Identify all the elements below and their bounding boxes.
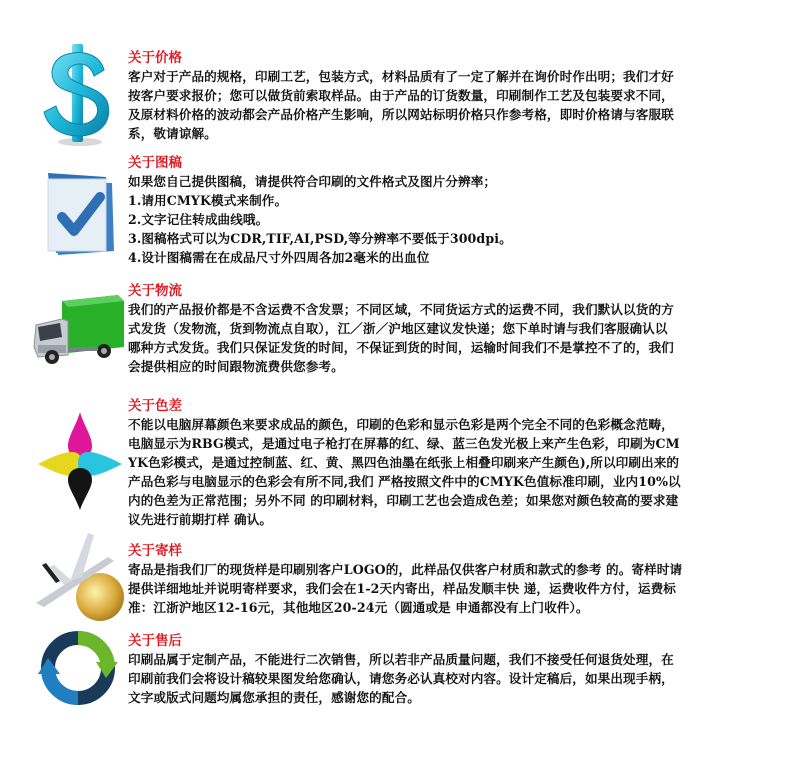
body-line: 哪种方式发货。我们只保证发货的时间，不保证到货的时间，运输时间我们不是掌控不了的，我们 (128, 340, 674, 355)
section-title: 关于寄样 (128, 543, 182, 559)
body-line: 不能以电脑屏幕颜色来要求成品的颜色，印刷的色彩和显示色彩是两个完全不同的色彩概念范畴， (128, 417, 674, 432)
body-line: 内的色差为正常范围；另外不同 的印刷材料，印刷工艺也会造成色差；如果您对颜色较高的要求建 (128, 493, 679, 508)
section-color-difference-text (128, 398, 768, 529)
body-line: 会提供相应的时间跟物流费供您参考。 (128, 359, 344, 374)
section-title: 关于色差 (128, 398, 182, 414)
body-line: 印刷前我们会将设计稿较果图发给您确认，请您务必认真校对内容。设计定稿后，如果出现手柄， (128, 671, 674, 686)
body-line: 系，敬请谅解。 (128, 126, 217, 141)
body-line: 产品色彩与电脑显示的色彩会有所不同,我们 严格按照文件中的CMYK色值标准印刷，业内10%以 (128, 474, 681, 489)
body-line: 我们的产品报价都是不含运费不含发票；不同区域，不同货运方式的运费不同，我们默认以货的方 (128, 302, 674, 317)
dollar-sign-icon (38, 40, 118, 150)
body-line: 及原材料价格的波动都会产品价格产生影响，所以网站标明价格只作参考格，即时价格请与客服联 (128, 107, 674, 122)
body-line: 如果您自己提供图稿，请提供符合印刷的文件格式及图片分辨率； (128, 174, 497, 189)
body-line: 按客户要求报价；您可以做货前索取样品。由于产品的订货数量，印刷制作工艺及包装要求不同， (128, 88, 674, 103)
body-line: 3.图稿格式可以为CDR,TIF,AI,PSD,等分辨率不要低于300dpi。 (128, 231, 512, 246)
body-line: YK色彩模式，是通过控制蓝、红、黄、黑四色油墨在纸张上相叠印刷来产生颜色),所以印刷出来的 (128, 455, 680, 470)
refresh-arrows-icon (38, 628, 118, 708)
section-samples-text (128, 543, 768, 617)
body-line: 客户对于产品的规格，印刷工艺，包装方式，材料品质有了一定了解并在询价时作出明；我们才好 (128, 69, 674, 84)
section-artwork-text (128, 155, 768, 267)
section-price-text (128, 50, 768, 143)
airplane-globe-icon (30, 523, 130, 623)
section-after-sales-text (128, 633, 768, 707)
body-line: 4.设计图稿需在在成品尺寸外四周各加2毫米的出血位 (128, 250, 430, 265)
body-line: 1.请用CMYK模式来制作。 (128, 193, 288, 208)
body-line: 准：江浙沪地区12-16元，其他地区20-24元（圆通或是 申通都没有上门收件）。 (128, 600, 589, 615)
section-logistics-text (128, 283, 768, 376)
body-line: 议先进行前期打样 确认。 (128, 512, 273, 527)
delivery-truck-icon (32, 291, 127, 371)
body-line: 电脑显示为RBG模式，是通过电子枪打在屏幕的红、绿、蓝三色发光极上来产生色彩，印刷为CM (128, 436, 680, 451)
body-line: 文字或版式问题均属您承担的责任，感谢您的配合。 (128, 690, 420, 705)
section-title: 关于物流 (128, 283, 182, 299)
body-line: 式发货（发物流，货到物流点自取），江／浙／沪地区建议发快递；您下单时请与我们客服确认以 (128, 321, 668, 336)
body-line: 2.文字记住转成曲线哦。 (128, 212, 269, 227)
body-line: 印刷品属于定制产品，不能进行二次销售，所以若非产品质量问题，我们不接受任何退货处理，在 (128, 652, 674, 667)
body-line: 寄品是指我们厂的现货样是印刷别客户LOGO的，此样品仅供客户材质和款式的参考 的。寄样时请 (128, 562, 683, 577)
body-line: 提供详细地址并说明寄样要求，我们会在1-2天内寄出，样品发顺丰快 递，运费收件方付，运费标 (128, 581, 676, 596)
section-title: 关于图稿 (128, 155, 182, 171)
cmyk-ink-drops-icon (32, 406, 127, 516)
section-title: 关于售后 (128, 633, 182, 649)
section-title: 关于价格 (128, 50, 182, 66)
document-checkmark-icon (40, 163, 120, 258)
